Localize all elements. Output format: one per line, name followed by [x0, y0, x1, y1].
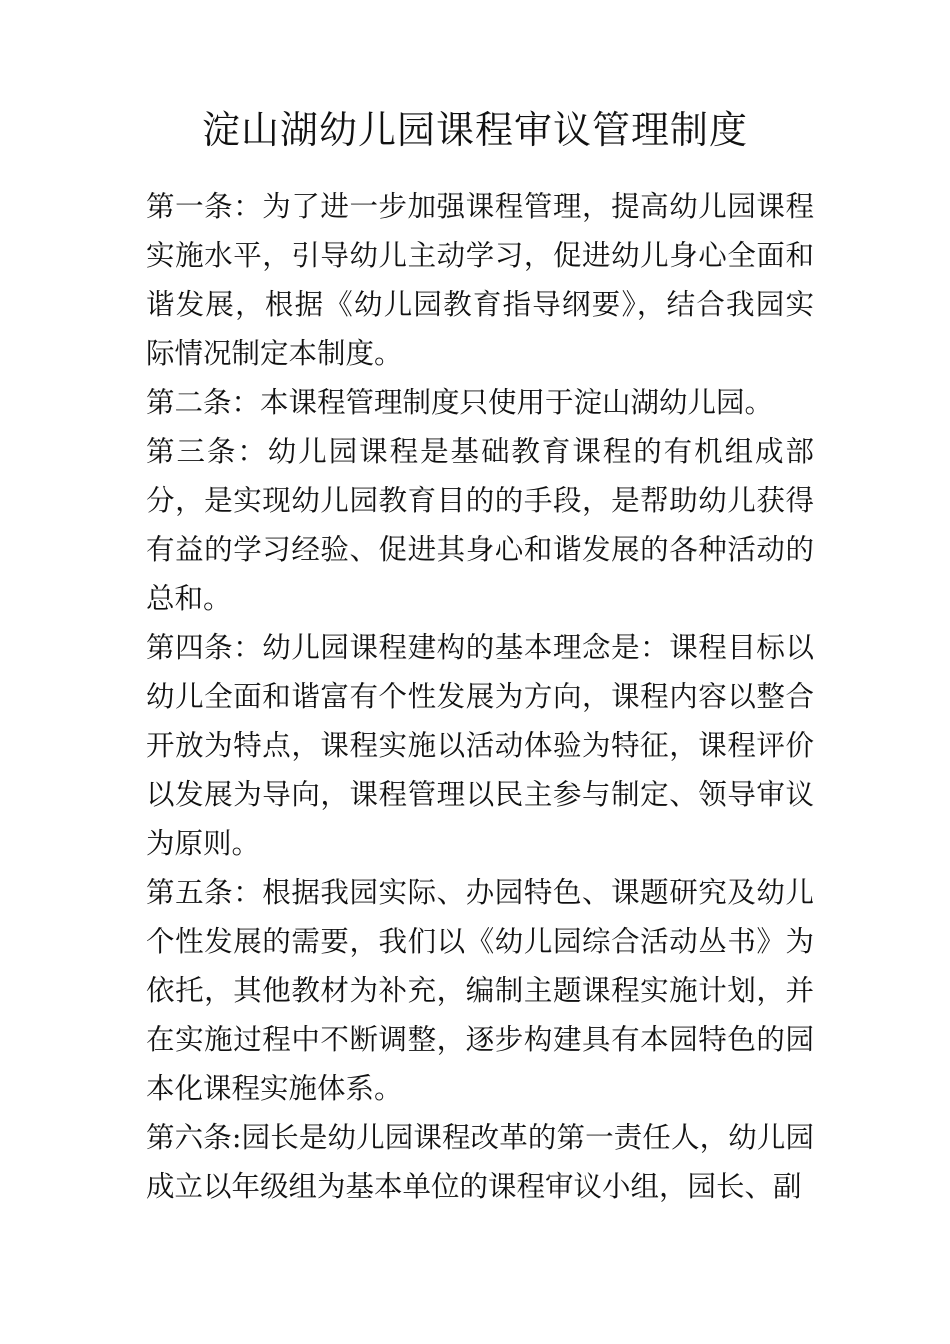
article-6-paragraph: 第六条:园长是幼儿园课程改革的第一责任人，幼儿园成立以年级组为基本单位的课程审议小组，园长、副 [146, 1121, 814, 1203]
article-1-paragraph: 第一条：为了进一步加强课程管理，提高幼儿园课程实施水平，引导幼儿主动学习，促进幼儿身心全面和谐发展，根据《幼儿园教育指导纲要》，结合我园实际情况制定本制度。 [146, 190, 814, 370]
article-5-paragraph: 第五条：根据我园实际、办园特色、课题研究及幼儿个性发展的需要，我们以《幼儿园综合活动丛书》为依托，其他教材为补充，编制主题课程实施计划，并在实施过程中不断调整，逐步构建具有本园特色的园本化课程实施体系。 [146, 876, 814, 1105]
document-body [146, 182, 814, 1211]
article-4-paragraph: 第四条：幼儿园课程建构的基本理念是：课程目标以幼儿全面和谐富有个性发展为方向，课程内容以整合开放为特点，课程实施以活动体验为特征，课程评价以发展为导向，课程管理以民主参与制定、领导审议为原则。 [146, 631, 814, 860]
document-title: 淀山湖幼儿园课程审议管理制度 [201, 108, 748, 152]
article-3-paragraph: 第三条：幼儿园课程是基础教育课程的有机组成部分，是实现幼儿园教育目的的手段，是帮助幼儿获得有益的学习经验、促进其身心和谐发展的各种活动的总和。 [146, 435, 814, 615]
article-2-paragraph: 第二条：本课程管理制度只使用于淀山湖幼儿园。 [146, 386, 774, 419]
